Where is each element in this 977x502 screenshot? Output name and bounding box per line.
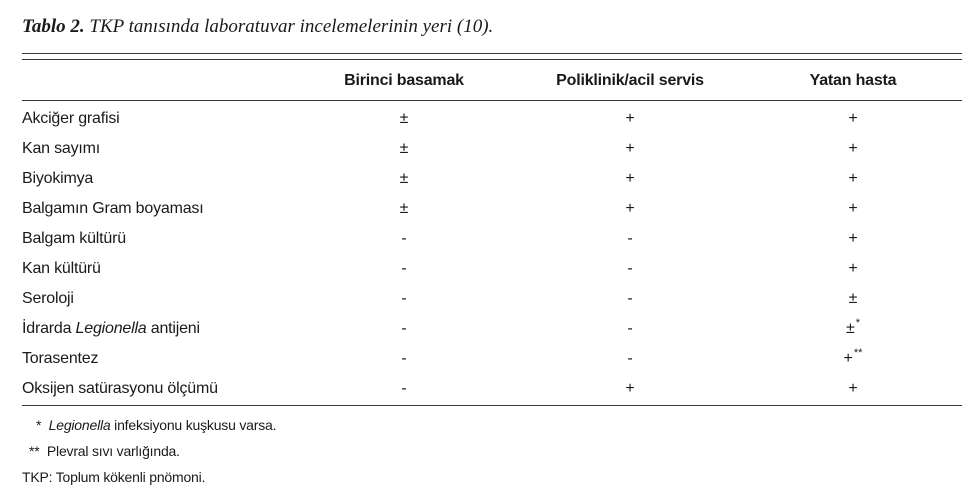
top-rule [22, 53, 962, 54]
table-row [0, 164, 977, 194]
table-row [0, 314, 977, 344]
footnote-mark: * [36, 417, 42, 433]
cell-poliklinik: + [625, 170, 635, 187]
column-header-yatan-hasta: Yatan hasta [809, 72, 897, 89]
cell-poliklinik: - [627, 290, 633, 307]
cell-yatan: + [848, 230, 858, 247]
cell-poliklinik: - [627, 350, 633, 367]
cell-yatan: + [848, 170, 858, 187]
cell-birinci: - [401, 380, 407, 397]
row-label: Balgam kültürü [22, 230, 126, 247]
cell-birinci: ± [399, 110, 409, 127]
cell-birinci: - [401, 290, 407, 307]
row-label: Kan kültürü [22, 260, 101, 277]
footnote-text: infeksiyonu kuşkusu varsa. [110, 417, 277, 433]
cell-birinci: - [401, 350, 407, 367]
row-label-prefix: İdrarda [22, 320, 76, 337]
table-number: Tablo 2. [22, 16, 85, 37]
table-row [0, 224, 977, 254]
table-row [0, 134, 977, 164]
table-row [0, 104, 977, 134]
row-label-italic: Legionella [75, 320, 147, 337]
bottom-rule [22, 405, 962, 406]
cell-poliklinik: + [625, 380, 635, 397]
row-label: Biyokimya [22, 170, 94, 187]
cell-poliklinik: + [625, 140, 635, 157]
footnote-italic: Legionella [48, 417, 111, 433]
cell-value: + [843, 350, 853, 367]
footnote-legionella [36, 416, 276, 434]
cell-poliklinik: - [627, 230, 633, 247]
table-caption [22, 14, 493, 40]
column-header-poliklinik: Poliklinik/acil servis [556, 72, 704, 89]
cell-yatan: ± [848, 290, 858, 307]
row-label-suffix: antijeni [146, 320, 200, 337]
table-row [0, 344, 977, 374]
column-header-birinci-basamak: Birinci basamak [344, 72, 464, 89]
footnote-text: Plevral sıvı varlığında. [46, 443, 180, 459]
cell-poliklinik: + [625, 110, 635, 127]
cell-birinci: - [401, 320, 407, 337]
cell-yatan [846, 318, 860, 341]
cell-birinci: ± [399, 140, 409, 157]
row-label: Torasentez [22, 350, 99, 367]
footnote-plevral [29, 442, 180, 460]
cell-poliklinik: + [625, 200, 635, 217]
table-row [0, 374, 977, 404]
cell-yatan: + [848, 260, 858, 277]
cell-birinci: ± [399, 200, 409, 217]
cell-birinci: ± [399, 170, 409, 187]
cell-birinci: - [401, 260, 407, 277]
row-label: Kan sayımı [22, 140, 101, 157]
cell-yatan: + [848, 110, 858, 127]
row-label: Akciğer grafisi [22, 110, 120, 127]
row-label: Seroloji [22, 290, 74, 307]
table-title: TKP tanısında laboratuvar incelemelerinin yeri (10). [89, 16, 494, 37]
top-rule-second [22, 59, 962, 60]
cell-birinci: - [401, 230, 407, 247]
footnote-mark: ** [853, 347, 863, 359]
table-row [0, 254, 977, 284]
cell-yatan [844, 348, 863, 371]
header-rule [22, 100, 962, 101]
row-label: Oksijen satürasyonu ölçümü [22, 380, 218, 397]
footnote-mark: ** [29, 443, 40, 459]
footnote-mark: * [855, 317, 861, 329]
cell-yatan: + [848, 140, 858, 157]
cell-poliklinik: - [627, 320, 633, 337]
table-row [0, 194, 977, 224]
cell-poliklinik: - [627, 260, 633, 277]
row-label [22, 318, 200, 340]
cell-yatan: + [848, 380, 858, 397]
cell-yatan: + [848, 200, 858, 217]
row-label: Balgamın Gram boyaması [22, 200, 204, 217]
table-row [0, 284, 977, 314]
footnote-abbreviation: TKP: Toplum kökenli pnömoni. [22, 469, 206, 485]
table-body [0, 104, 977, 404]
cell-value: ± [845, 320, 855, 337]
